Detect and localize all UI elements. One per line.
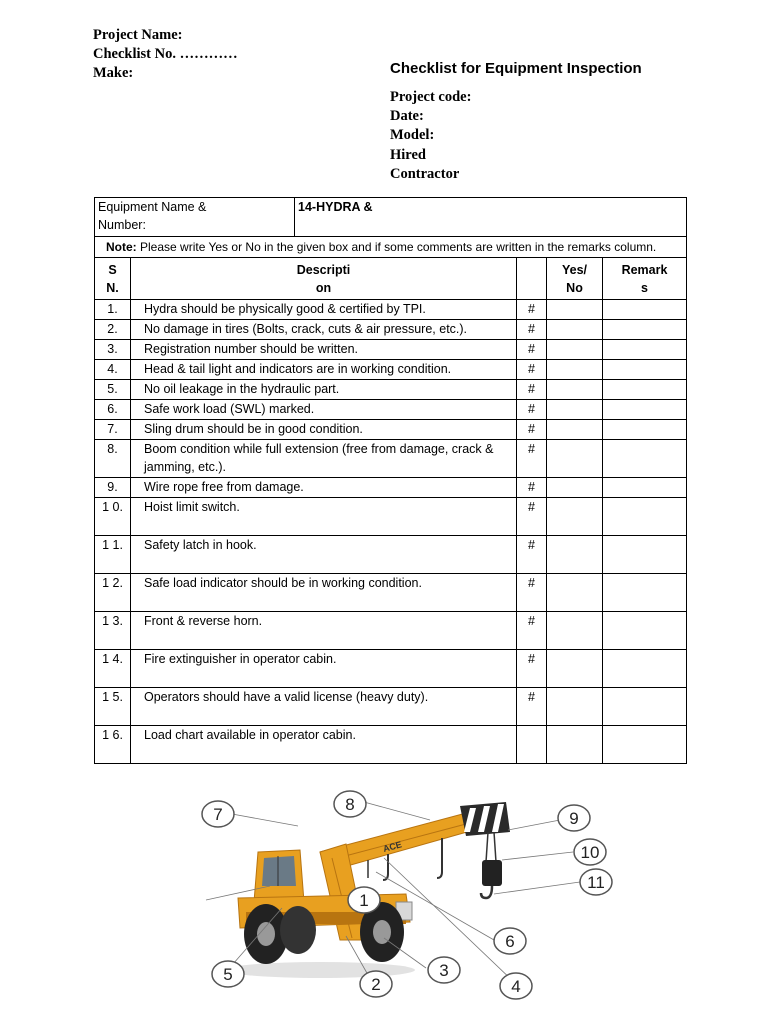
boom-brand-text: ACE [381,839,403,854]
callout-1 [348,887,380,913]
inspection-table [94,197,687,764]
row-mark: # [517,574,547,612]
row-remarks-cell[interactable] [603,340,687,360]
callout-3 [428,957,460,983]
callout-10 [574,839,606,865]
callout-number: 7 [213,805,223,824]
row-mark: # [517,300,547,320]
row-mark: # [517,420,547,440]
row-yes-no-cell[interactable] [547,420,603,440]
row-description: Hydra should be physically good & certified by TPI. [131,300,517,320]
equipment-value-cell[interactable]: 14-HYDRA & [295,198,687,237]
col-yesno-header [547,258,603,300]
project-name-label: Project Name: [93,27,183,43]
note-row [95,237,687,258]
table-row [95,536,687,574]
row-remarks-cell[interactable] [603,536,687,574]
callout-number: 9 [569,809,579,828]
row-remarks-cell[interactable] [603,380,687,400]
row-description: Front & reverse horn. [131,612,517,650]
row-sn: 7. [95,420,131,440]
note-label: Note: [106,240,137,254]
model-label: Model: [390,127,435,144]
row-sn: 1. [95,300,131,320]
row-yes-no-cell[interactable] [547,726,603,764]
callout-number: 6 [505,932,515,951]
note-cell [95,237,687,258]
row-mark: # [517,380,547,400]
col-sn-line1: S [108,263,117,277]
table-row [95,340,687,360]
row-description: Wire rope free from damage. [131,478,517,498]
row-remarks-cell[interactable] [603,612,687,650]
table-row [95,440,687,478]
document-title: Checklist for Equipment Inspection [390,60,642,77]
callout-number: 5 [223,965,233,984]
row-sn: 3. [95,340,131,360]
header-left [93,26,238,83]
row-remarks-cell[interactable] [603,300,687,320]
row-sn: 2. [95,320,131,340]
row-yes-no-cell[interactable] [547,574,603,612]
date-label: Date: [390,108,424,125]
callout-number: 10 [580,843,600,862]
col-sn-line2: N. [106,281,119,295]
callout-11 [580,869,612,895]
row-yes-no-cell[interactable] [547,340,603,360]
col-sn-header [95,258,131,300]
row-description: No oil leakage in the hydraulic part. [131,380,517,400]
col-yesno-line1: Yes/ [562,263,588,277]
table-row [95,574,687,612]
col-remarks-line2: s [641,281,648,295]
row-remarks-cell[interactable] [603,650,687,688]
row-description: Safety latch in hook. [131,536,517,574]
row-mark: # [517,360,547,380]
contractor-label: Contractor [390,165,460,182]
row-sn: 1 3. [95,612,131,650]
equipment-label-line2: Number: [98,218,146,232]
callout-number: 2 [371,975,381,994]
row-yes-no-cell[interactable] [547,612,603,650]
row-yes-no-cell[interactable] [547,688,603,726]
equipment-label-line1: Equipment Name & [98,200,207,214]
row-mark: # [517,498,547,536]
row-mark: # [517,478,547,498]
row-remarks-cell[interactable] [603,320,687,340]
row-description: Safe load indicator should be in working condition. [131,574,517,612]
table-row [95,498,687,536]
col-desc-line2: on [315,281,332,295]
table-row [95,612,687,650]
equipment-label-cell [95,198,295,237]
row-yes-no-cell[interactable] [547,380,603,400]
row-yes-no-cell[interactable] [547,360,603,380]
row-mark: # [517,612,547,650]
table-row [95,478,687,498]
table-row [95,688,687,726]
callout-8 [334,791,366,817]
row-yes-no-cell[interactable] [547,300,603,320]
row-sn: 1 4. [95,650,131,688]
col-desc-header [131,258,517,300]
checklist-no-label: Checklist No. ………… [93,46,238,62]
table-row [95,420,687,440]
row-mark [517,726,547,764]
table-row [95,380,687,400]
row-remarks-cell[interactable] [603,726,687,764]
row-mark: # [517,340,547,360]
row-description: Fire extinguisher in operator cabin. [131,650,517,688]
col-yesno-line2: No [566,281,583,295]
make-label: Make: [93,65,134,81]
row-sn: 1 6. [95,726,131,764]
callout-2 [360,971,392,997]
row-sn: 1 0. [95,498,131,536]
row-description: Load chart available in operator cabin. [131,726,517,764]
row-remarks-cell[interactable] [603,688,687,726]
row-mark: # [517,688,547,726]
row-sn: 5. [95,380,131,400]
col-desc-line1: Descripti [296,263,351,277]
col-remarks-header [603,258,687,300]
header-right [390,88,471,184]
row-remarks-cell[interactable] [603,478,687,498]
note-text: Please write Yes or No in the given box and if some comments are written in the remarks column. [136,240,657,254]
table-row [95,300,687,320]
hired-label: Hired [390,146,426,163]
table-row [95,320,687,340]
row-description: Safe work load (SWL) marked. [131,400,517,420]
row-remarks-cell[interactable] [603,440,687,478]
row-sn: 1 2. [95,574,131,612]
row-yes-no-cell[interactable] [547,320,603,340]
callout-number: 3 [439,961,449,980]
column-header-row [95,258,687,300]
row-sn: 6. [95,400,131,420]
row-yes-no-cell[interactable] [547,536,603,574]
table-row [95,650,687,688]
callout-number: 1 [359,891,369,910]
callout-7 [202,801,234,827]
row-yes-no-cell[interactable] [547,650,603,688]
row-mark: # [517,536,547,574]
project-code-label: Project code: [390,89,472,105]
table-row [95,360,687,380]
table-row [95,726,687,764]
row-description: No damage in tires (Bolts, crack, cuts & air pressure, etc.). [131,320,517,340]
row-yes-no-cell[interactable] [547,400,603,420]
callout-number: 11 [587,873,605,892]
row-sn: 9. [95,478,131,498]
row-description: Hoist limit switch. [131,498,517,536]
row-remarks-cell[interactable] [603,400,687,420]
callout-4 [500,973,532,999]
col-remarks-line1: Remark [621,263,668,277]
callout-9 [558,805,590,831]
row-description: Head & tail light and indicators are in working condition. [131,360,517,380]
callout-number: 4 [511,977,521,996]
row-description: Registration number should be written. [131,340,517,360]
row-yes-no-cell[interactable] [547,498,603,536]
callout-number: 8 [345,795,355,814]
row-sn: 1 5. [95,688,131,726]
table-row [95,400,687,420]
row-description: Sling drum should be in good condition. [131,420,517,440]
row-mark: # [517,440,547,478]
row-sn: 1 1. [95,536,131,574]
row-mark: # [517,650,547,688]
row-yes-no-cell[interactable] [547,440,603,478]
row-remarks-cell[interactable] [603,420,687,440]
row-remarks-cell[interactable] [603,498,687,536]
equipment-row [95,198,687,237]
row-yes-no-cell[interactable] [547,478,603,498]
row-mark: # [517,400,547,420]
row-description: Operators should have a valid license (heavy duty). [131,688,517,726]
row-sn: 8. [95,440,131,478]
row-remarks-cell[interactable] [603,360,687,380]
crane-diagram [170,790,630,1005]
row-mark: # [517,320,547,340]
row-remarks-cell[interactable] [603,574,687,612]
callout-6 [494,928,526,954]
row-sn: 4. [95,360,131,380]
callout-5 [212,961,244,987]
row-description: Boom condition while full extension (free from damage, crack & jamming, etc.). [131,440,517,478]
col-mark-header [517,258,547,300]
